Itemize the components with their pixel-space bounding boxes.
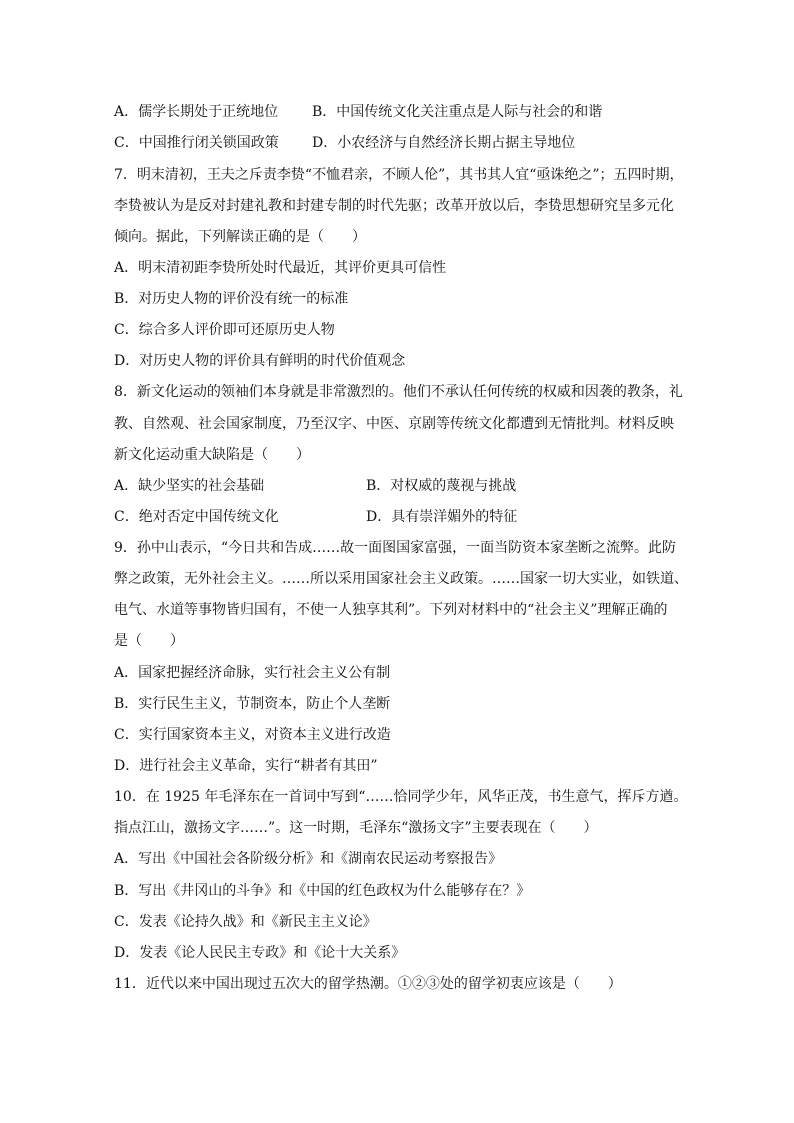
q11-stem-line-1: 11．近代以来中国出现过五次大的留学热潮。①②③处的留学初衷应该是（ ） — [114, 976, 622, 992]
q9-option-c: C．实行国家资本主义，对资本主义进行改造 — [114, 727, 391, 743]
q10-option-d: D．发表《论人民民主专政》和《论十大关系》 — [114, 945, 406, 961]
q10-option-c: C．发表《论持久战》和《新民主主义论》 — [114, 914, 377, 930]
q7-option-a: A．明末清初距李贽所处时代最近，其评价更具可信性 — [114, 260, 447, 276]
q9-option-b: B．实行民生主义，节制资本，防止个人垄断 — [114, 696, 391, 712]
q7-option-b: B．对历史人物的评价没有统一的标准 — [114, 291, 349, 307]
q8-option-d: D．具有崇洋媚外的特征 — [366, 509, 518, 525]
q7-option-d: D．对历史人物的评价具有鲜明的时代价值观念 — [114, 353, 406, 369]
q10-option-b: B．写出《井冈山的斗争》和《中国的红色政权为什么能够存在？》 — [114, 883, 531, 899]
q6-option-d: D．小农经济与自然经济长期占据主导地位 — [312, 135, 576, 151]
q10-option-a: A．写出《中国社会各阶级分析》和《湖南农民运动考察报告》 — [114, 851, 503, 867]
q9-option-a: A．国家把握经济命脉，实行社会主义公有制 — [114, 665, 391, 681]
q6-option-b: B．中国传统文化关注重点是人际与社会的和谐 — [312, 104, 603, 120]
q8-option-a: A．缺少坚实的社会基础 — [114, 478, 265, 494]
q7-stem-line-2: 李贽被认为是反对封建礼教和封建专制的时代先驱；改革开放以后，李贽思想研究呈多元化 — [114, 198, 674, 214]
q9-stem-line-2: 弊之政策，无外社会主义。……所以采用国家社会主义政策。……国家一切大实业，如铁道、 — [114, 571, 688, 587]
q10-stem-line-1: 10．在 1925 年毛泽东在一首词中写到“……恰同学少年，风华正茂，书生意气，挥斥方遒。 — [114, 789, 688, 805]
q6-option-c: C．中国推行闭关锁国政策 — [114, 135, 279, 151]
q9-option-d: D．进行社会主义革命，实行“耕者有其田” — [114, 758, 378, 774]
q9-stem-line-1: 9．孙中山表示，“今日共和告成……故一面图国家富强，一面当防资本家垄断之流弊。此防 — [114, 540, 677, 556]
q6-option-a: A．儒学长期处于正统地位 — [114, 104, 279, 120]
q7-stem-line-3: 倾向。据此，下列解读正确的是（ ） — [114, 229, 366, 245]
q9-stem-line-3: 电气、水道等事物皆归国有，不使一人独享其利”。下列对材料中的“社会主义”理解正确的 — [114, 602, 668, 618]
q8-stem-line-1: 8．新文化运动的领袖们本身就是非常激烈的。他们不承认任何传统的权威和因袭的教条，礼 — [114, 384, 683, 400]
q9-stem-line-4: 是（ ） — [114, 633, 184, 649]
q7-stem-line-1: 7．明末清初，王夫之斥责李贽“不恤君亲，不顾人伦”，其书其人宜“亟诛绝之”；五四时期， — [114, 167, 684, 183]
q8-stem-line-3: 新文化运动重大缺陷是（ ） — [114, 447, 310, 463]
q8-option-b: B．对权威的蔑视与挑战 — [366, 478, 517, 494]
q7-option-c: C．综合多人评价即可还原历史人物 — [114, 322, 335, 338]
q10-stem-line-2: 指点江山，激扬文字……”。这一时期，毛泽东“激扬文字”主要表现在（ ） — [114, 820, 598, 836]
q8-option-c: C．绝对否定中国传统文化 — [114, 509, 279, 525]
q8-stem-line-2: 教、自然观、社会国家制度，乃至汉字、中医、京剧等传统文化都遭到无情批判。材料反映 — [114, 416, 674, 432]
